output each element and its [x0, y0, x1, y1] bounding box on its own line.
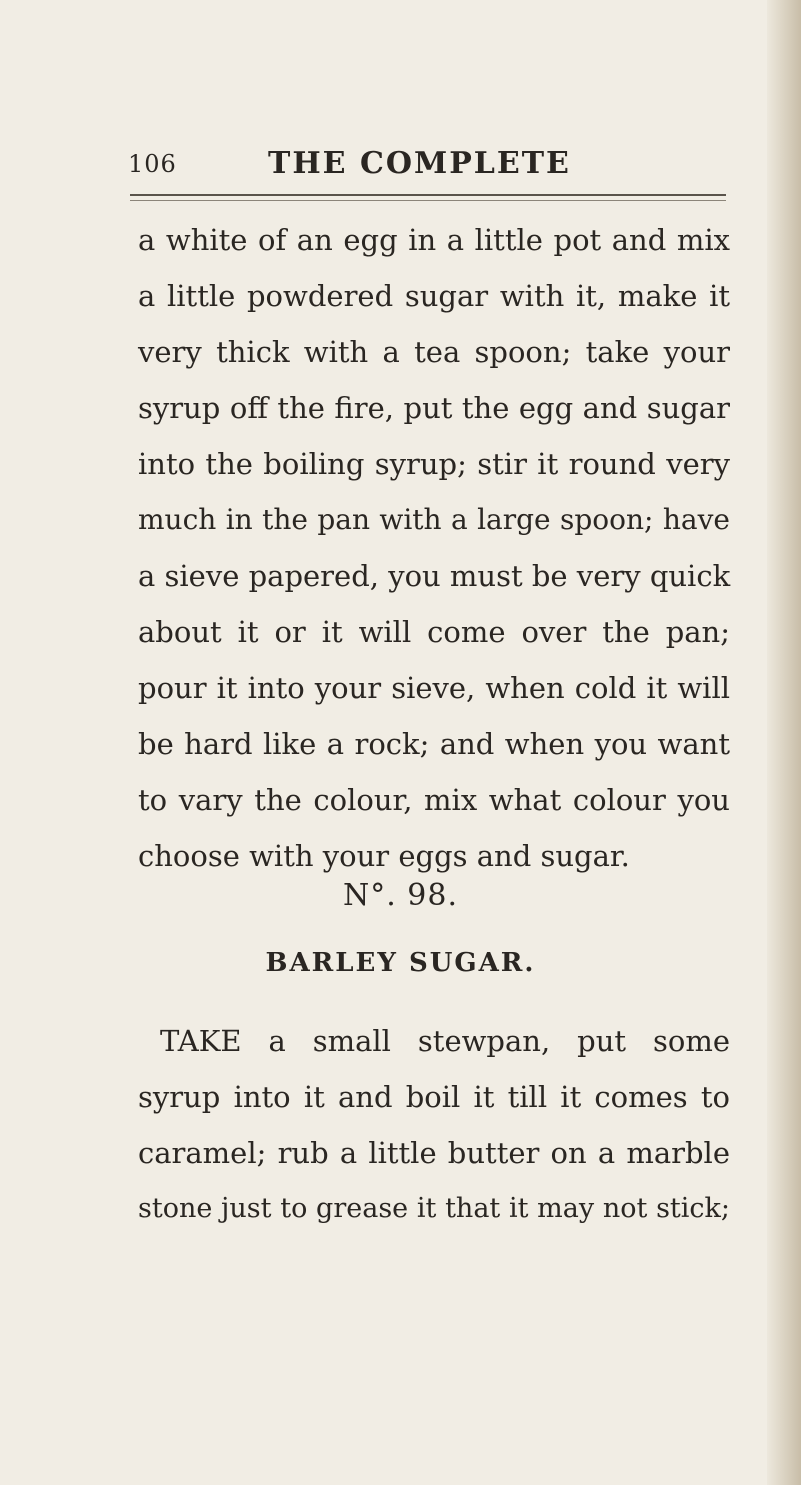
text-line: about it or it will come over the pan; [138, 615, 730, 649]
header-rule-thin [130, 200, 726, 201]
text-line: very thick with a tea spoon; take your [138, 335, 730, 369]
text-line: into the boiling syrup; stir it round very [138, 447, 730, 481]
text-line: stone just to grease it that it may not stick; [138, 1193, 730, 1224]
recipe-title: BARLEY SUGAR. [265, 948, 536, 978]
text-line: a sieve papered, you must be very quick [138, 559, 731, 593]
book-title: THE COMPLETE [268, 146, 571, 181]
text-line: TAKE a small stewpan, put some [160, 1024, 730, 1058]
text-line: pour it into your sieve, when cold it will [138, 671, 730, 705]
text-line: be hard like a rock; and when you want [138, 727, 730, 761]
text-line: to vary the colour, mix what colour you [138, 783, 730, 817]
text-line: choose with your eggs and sugar. [138, 839, 630, 873]
header-rule [130, 194, 726, 196]
text-line: syrup off the fire, put the egg and sugar [138, 391, 730, 425]
page-number: 106 [128, 150, 177, 178]
page-edge [767, 0, 801, 1485]
text-line: syrup into it and boil it till it comes to [138, 1080, 730, 1114]
text-line: a white of an egg in a little pot and mix [138, 223, 730, 257]
running-head [128, 146, 728, 190]
text-line: caramel; rub a little butter on a marble [138, 1136, 730, 1170]
text-line: much in the pan with a large spoon; have [138, 503, 730, 536]
text-line: a little powdered sugar with it, make it [138, 279, 730, 313]
recipe-number: N°. 98. [342, 878, 459, 913]
